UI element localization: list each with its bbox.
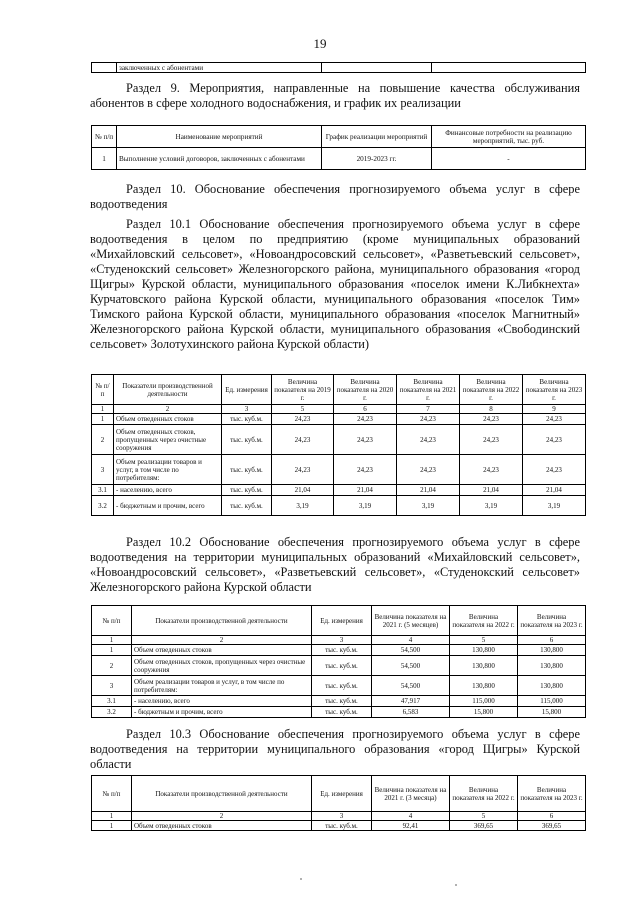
scan-speck (455, 884, 457, 886)
table-header-row: № п/п Показатели производственной деятельности Ед. измерения Величина показателя на 2021 г. (5 месяцев) Величина показателя на 2022 г. Величина показателя на 2023 г. (92, 606, 586, 636)
column-number-row: 1 2 3 4 5 6 (92, 812, 586, 821)
section-10-2-table (91, 605, 586, 718)
table-row: 1 Выполнение условий договоров, заключенных с абонентами 2019-2023 гг. - (92, 148, 586, 170)
table-row: 2 Объем отведенных стоков, пропущенных через очистные сооружения тыс. куб.м. 54,500 130,800 130,800 (92, 656, 586, 676)
header-cell: № п/п (92, 126, 117, 148)
header-cell: Наименование мероприятий (117, 126, 322, 148)
table-header-row: № п/п Показатели производственной деятельности Ед. измерения Величина показателя на 2021 г. (3 месяца) Величина показателя на 2022 г. Величина показателя на 2023 г. (92, 776, 586, 812)
header-cell: Финансовые потребности на реализацию мероприятий, тыс. руб. (432, 126, 586, 148)
table-row: 3 Объем реализации товаров и услуг, в том числе по потребителям: тыс. куб.м. 24,23 24,23 24,23 24,23 24,23 (92, 455, 586, 485)
section-10-3-table (91, 775, 586, 831)
section-10-1-table (91, 374, 586, 516)
table-row: 1 Объем отведенных стоков тыс. куб.м. 24,23 24,23 24,23 24,23 24,23 (92, 414, 586, 425)
section-9-title: Раздел 9. Мероприятия, направленные на повышение качества обслуживания абонентов в сфере холодного водоснабжения, и график их реализации (90, 81, 580, 110)
section-10-3-title: Раздел 10.3 Обоснование обеспечения прогнозируемого объема услуг в сфере водоотведения на территории муниципального образования «город Щигры» Курской области (90, 727, 580, 771)
table-row: 3 Объем реализации товаров и услуг, в том числе по потребителям: тыс. куб.м. 54,500 130,800 130,800 (92, 676, 586, 696)
column-number-row: 1 2 3 4 5 6 (92, 636, 586, 645)
table-row: 1 Объем отведенных стоков тыс. куб.м. 54,500 130,800 130,800 (92, 645, 586, 656)
previous-table-fragment (91, 62, 586, 73)
fragment-cell: заключенных с абонентами (117, 63, 322, 73)
table-header-row: № п/п Показатели производственной деятельности Ед. измерения Величина показателя на 2019 г. Величина показателя на 2020 г. Величина показателя на 2021 г. Величина показателя на 2022 г. Величина показателя на 2023 г. (92, 375, 586, 405)
header-cell: График реализации мероприятий (322, 126, 432, 148)
section-9-table (91, 125, 586, 170)
table-row: 2 Объем отведенных стоков, пропущенных через очистные сооружения тыс. куб.м. 24,23 24,23 24,23 24,23 24,23 (92, 425, 586, 455)
table-row: 3.1 - населению, всего тыс. куб.м. 47,917 115,000 115,000 (92, 696, 586, 707)
table-row: 3.2 - бюджетным и прочим, всего тыс. куб.м. 6,583 15,800 15,800 (92, 707, 586, 718)
column-number-row: 1 2 3 5 6 7 8 9 (92, 405, 586, 414)
scan-speck (300, 878, 302, 880)
table-row: 3.2 - бюджетным и прочим, всего тыс. куб.м. 3,19 3,19 3,19 3,19 3,19 (92, 496, 586, 516)
table-header-row (92, 126, 586, 148)
section-10-2-title: Раздел 10.2 Обоснование обеспечения прогнозируемого объема услуг в сфере водоотведения на территории муниципальных образований «Михайловский сельсовет», «Новоандросовский сельсовет», «Разветьевский сельсовет», «Студенокский сельсовет» Железногорского района Курской области (90, 535, 580, 594)
section-10-title: Раздел 10. Обоснование обеспечения прогнозируемого объема услуг в сфере водоотведения (90, 182, 580, 211)
page-number: 19 (313, 36, 327, 51)
table-row: 3.1 - населению, всего тыс. куб.м. 21,04 21,04 21,04 21,04 21,04 (92, 485, 586, 496)
section-10-1-title: Раздел 10.1 Обоснование обеспечения прогнозируемого объема услуг в сфере водоотведения в целом по предприятию (кроме муниципальных образований «Михайловский сельсовет», «Новоандросовский сельсовет», «Разветьевский сельсовет», «Студенокский сельсовет» Железногорского района, муниципального образования «город Щигры» Курской области, муниципального образования «поселок имени К.Либкнехта» Курчатовского района Курской области, муниципального образования «поселок Тим» Тимского района Курской области, муниципального образования «поселок Магнитный» Железногорского района Курской области, муниципального образования «Свободинский сельсовет» Золотухинского района Курской области) (90, 217, 580, 351)
table-row: 1 Объем отведенных стоков тыс. куб.м. 92,41 369,65 369,65 (92, 821, 586, 831)
